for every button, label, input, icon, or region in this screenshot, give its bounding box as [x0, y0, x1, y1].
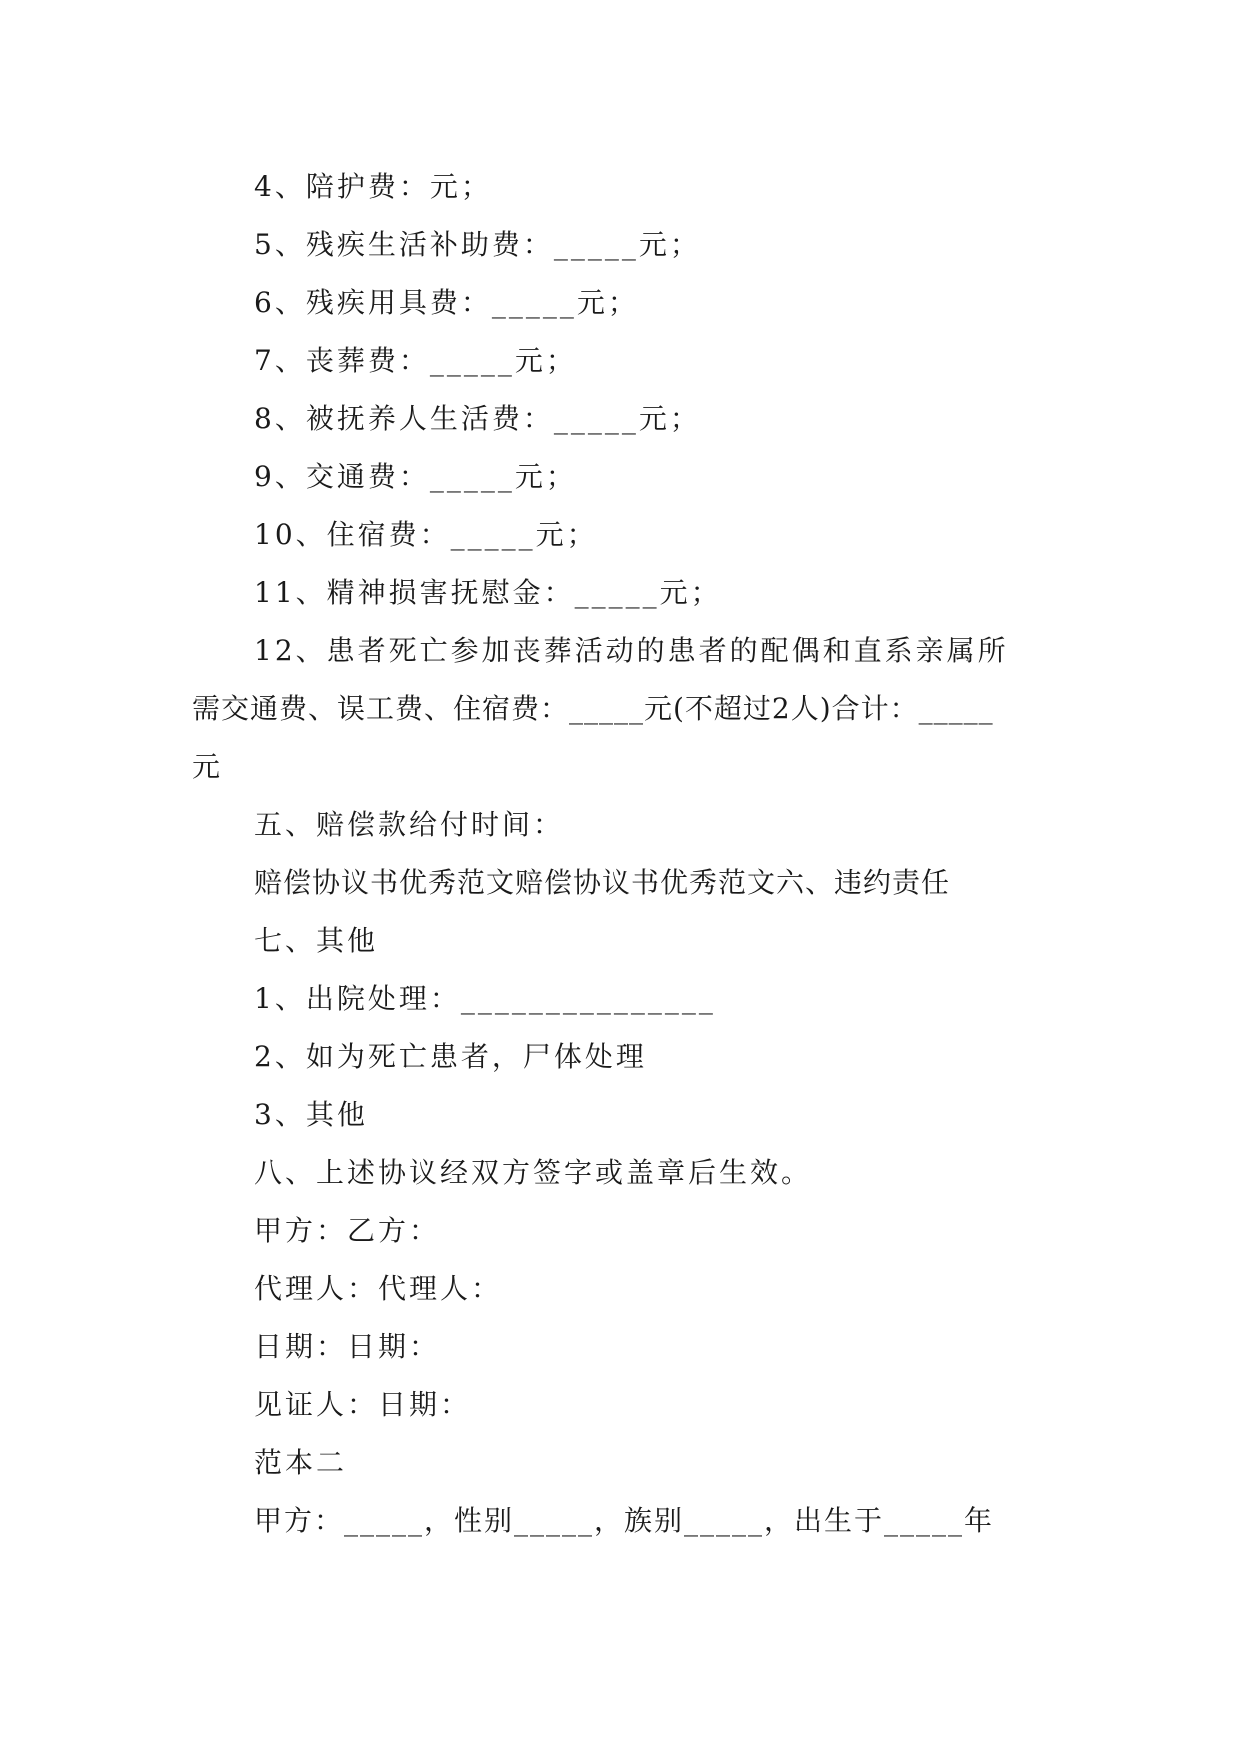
text-line: 日期：日期： — [254, 1330, 441, 1363]
text-line: 甲方：_____，性别_____，族别_____，出生于_____年 — [254, 1504, 995, 1537]
document-body — [192, 158, 1050, 1550]
text-line: 赔偿协议书优秀范文赔偿协议书优秀范文六、违约责任 — [254, 866, 951, 899]
text-line: 见证人：日期： — [254, 1388, 472, 1421]
text-line: 1、出院处理：_______________ — [254, 982, 716, 1015]
text-line: 五、赔偿款给付时间： — [254, 808, 565, 841]
text-line: 代理人：代理人： — [254, 1272, 503, 1305]
text-line: 7、丧葬费：_____元； — [254, 344, 577, 377]
text-line: 3、其他 — [254, 1098, 368, 1131]
text-line: 12、患者死亡参加丧葬活动的患者的配偶和直系亲属所 — [254, 634, 1009, 667]
text-line: 需交通费、误工费、住宿费：_____元(不超过2人)合计：_____ — [192, 692, 994, 725]
text-line: 10、住宿费：_____元； — [254, 518, 598, 551]
text-line: 8、被抚养人生活费：_____元； — [254, 402, 701, 435]
text-line: 9、交通费：_____元； — [254, 460, 577, 493]
text-line: 甲方：乙方： — [254, 1214, 441, 1247]
text-line: 八、上述协议经双方签字或盖章后生效。 — [254, 1156, 813, 1189]
text-line: 七、其他 — [254, 924, 379, 957]
text-line: 元 — [192, 750, 224, 783]
text-line: 范本二 — [254, 1446, 348, 1479]
text-line: 4、陪护费：元； — [254, 170, 492, 203]
text-line: 11、精神损害抚慰金：_____元； — [254, 576, 722, 609]
text-line: 5、残疾生活补助费：_____元； — [254, 228, 701, 261]
text-line: 6、残疾用具费：_____元； — [254, 286, 639, 319]
text-line: 2、如为死亡患者，尸体处理 — [254, 1040, 647, 1073]
